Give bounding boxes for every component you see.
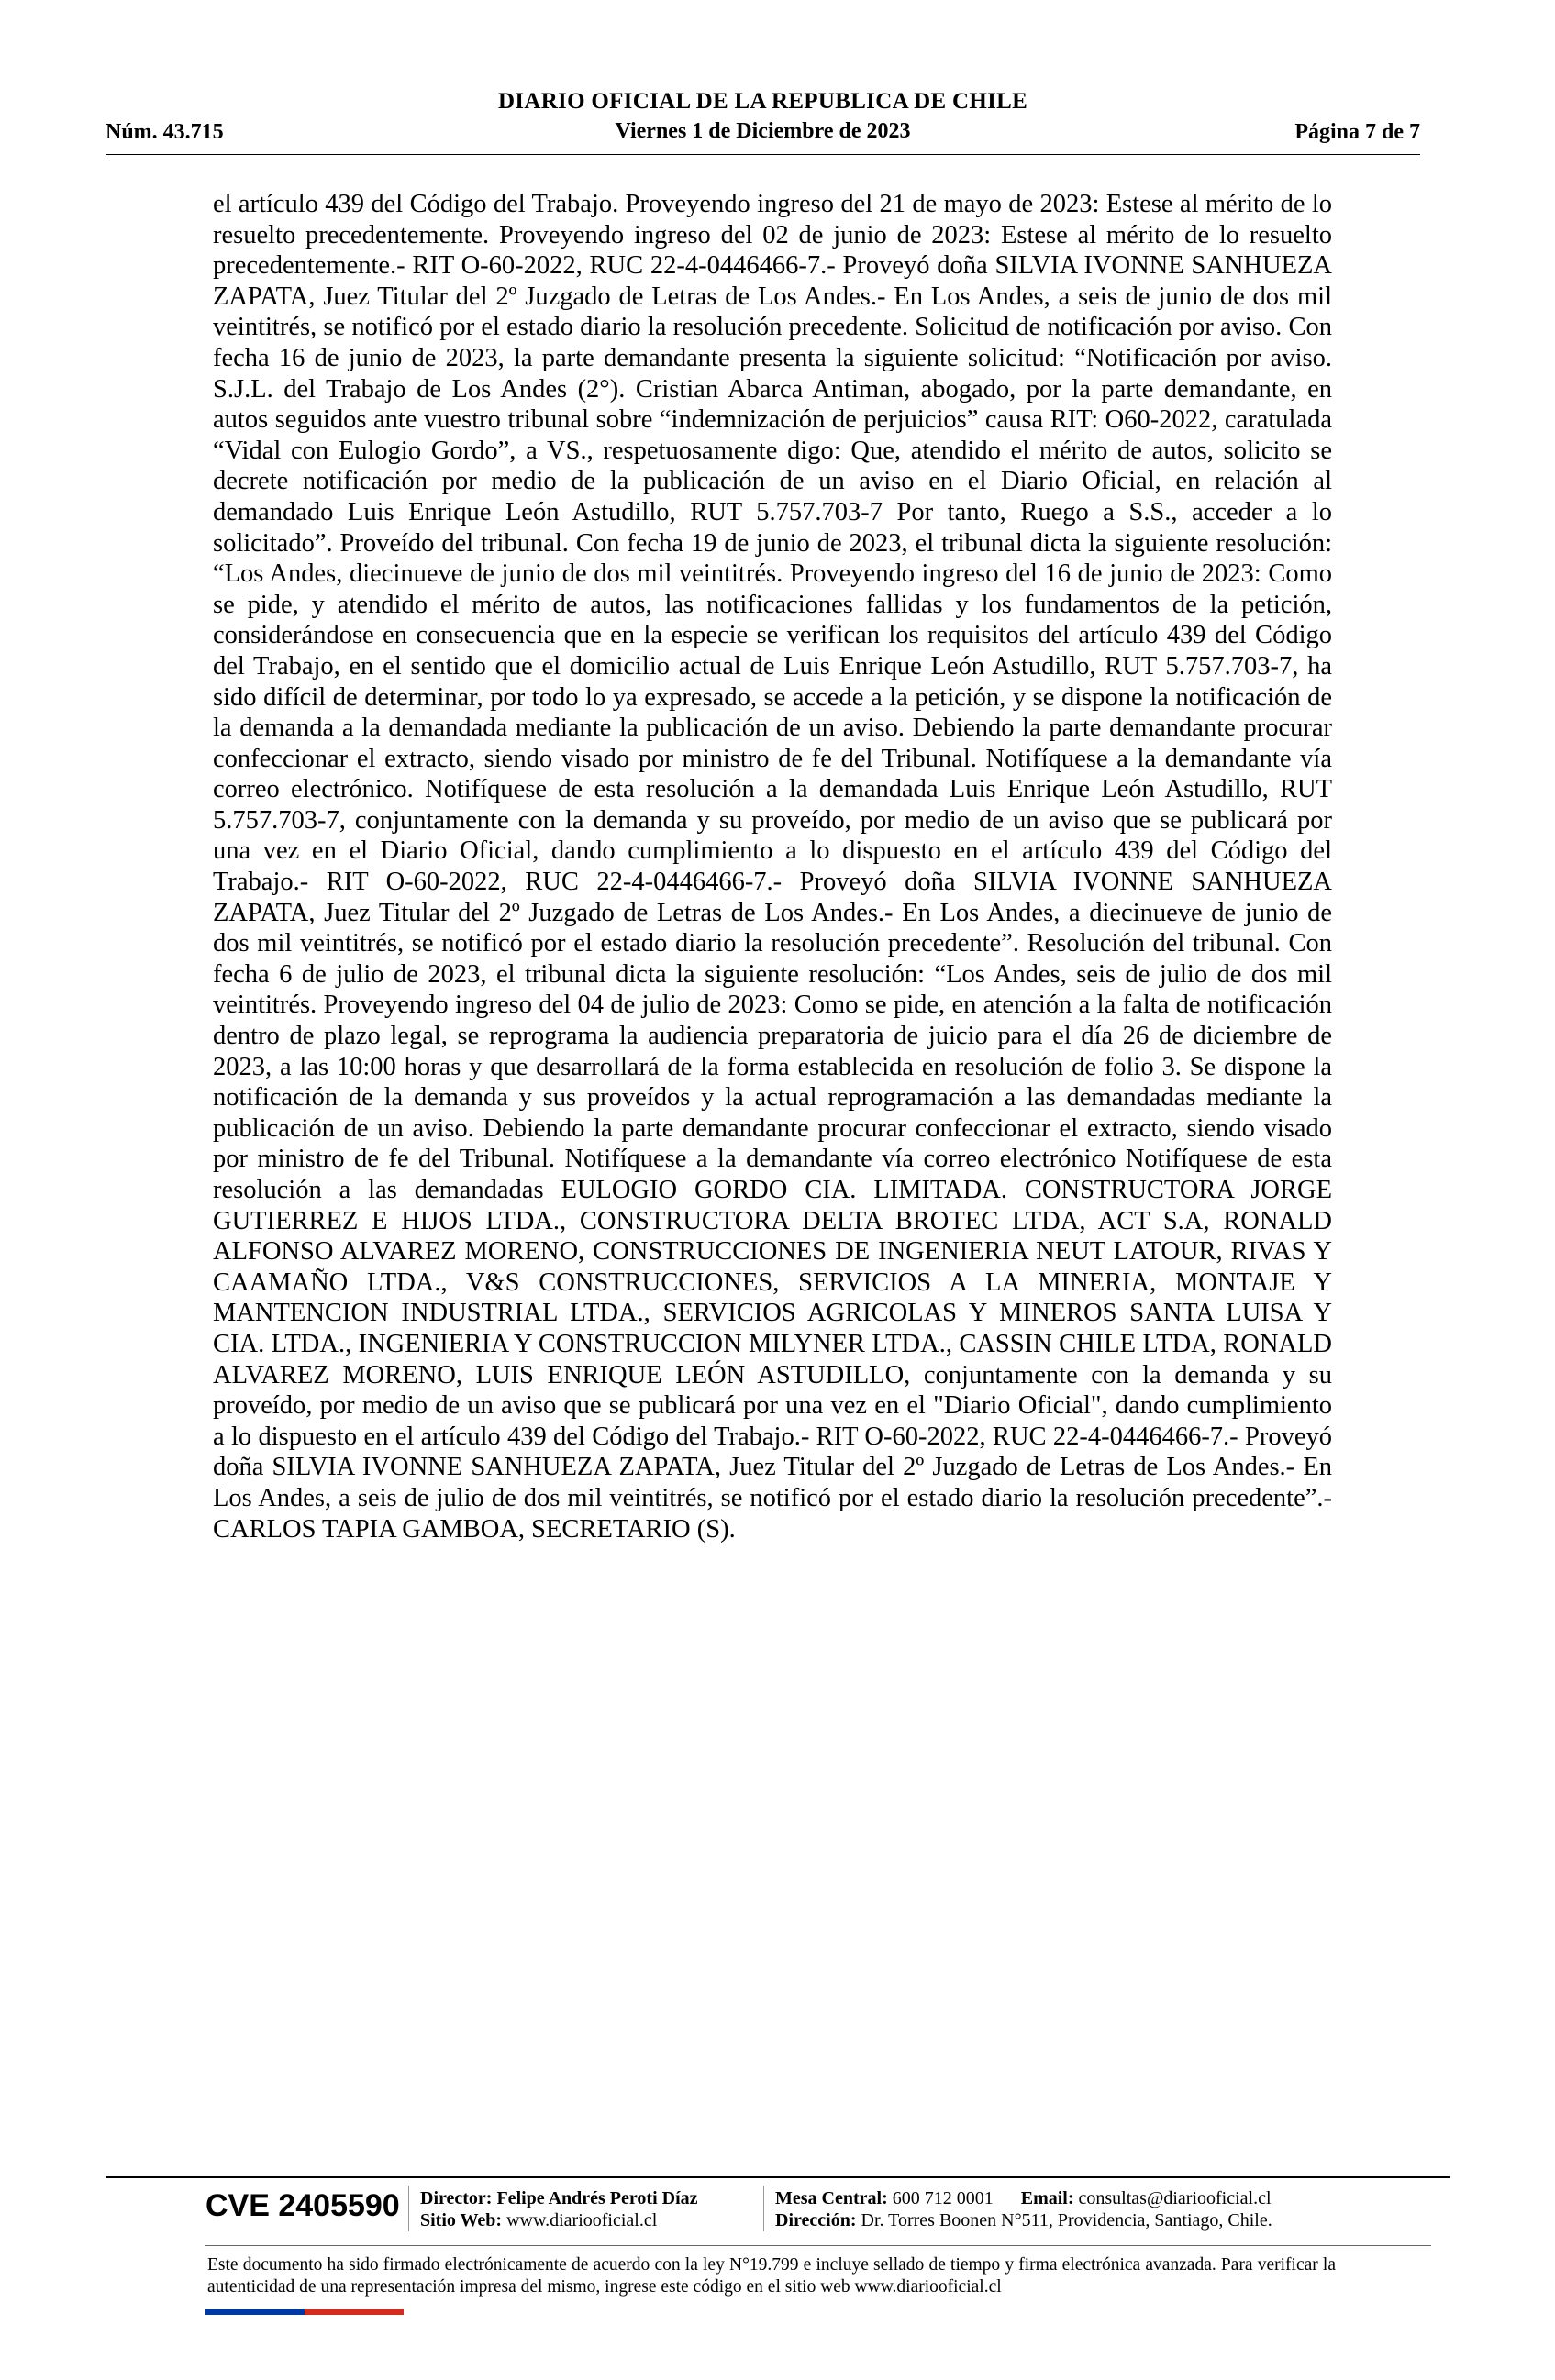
flag-stripe-red — [305, 2309, 404, 2315]
address-label: Dirección: — [775, 2210, 857, 2231]
email-label: Email: — [1020, 2188, 1074, 2208]
flag-stripe-blue — [205, 2309, 305, 2315]
director-label: Director: — [420, 2188, 493, 2208]
page-header — [106, 89, 1420, 153]
body-paragraph: el artículo 439 del Código del Trabajo. Proveyendo ingreso del 21 de mayo de 2023: Estese al mérito de lo resuelto precedentemente. Proveyendo ingreso del 02 de junio de 2023: Estese al mérito de lo resuelto precedentemente.- RIT O-60-2022, RUC 22-4-0446466-7.- Proveyó doña SILVIA IVONNE SANHUEZA ZAPATA, Juez Titular del 2º Juzgado de Letras de Los Andes.- En Los Andes, a seis de junio de dos mil veintitrés, se notificó por el estado diario la resolución precedente. Solicitud de notificación por aviso. Con fecha 16 de junio de 2023, la parte demandante presenta la siguiente solicitud: “Notificación por aviso. S.J.L. del Trabajo de Los Andes (2°). Cristian Abarca Antiman, abogado, por la parte demandante, en autos seguidos ante vuestro tribunal sobre “indemnización de perjuicios” causa RIT: O60-2022, caratulada “Vidal con Eulogio Gordo”, a VS., respetuosamente digo: Que, atendido el mérito de autos, solicito se decrete notificación por medio de la publicación de un aviso en el Diario Oficial, en relación al demandado Luis Enrique León Astudillo, RUT 5.757.703-7 Por tanto, Ruego a S.S., acceder a lo solicitado”. Proveído del tribunal. Con fecha 19 de junio de 2023, el tribunal dicta la siguiente resolución: “Los Andes, diecinueve de junio de dos mil veintitrés. Proveyendo ingreso del 16 de junio de 2023: Como se pide, y atendido el mérito de autos, las notificaciones fallidas y los fundamentos de la petición, considerándose en consecuencia que en la especie se verifican los requisitos del artículo 439 del Código del Trabajo, en el sentido que el domicilio actual de Luis Enrique León Astudillo, RUT 5.757.703-7, ha sido difícil de determinar, por todo lo ya expresado, se accede a la petición, y se dispone la notificación de la demanda a la demandada mediante la publicación de un aviso. Debiendo la parte demandante procurar confeccionar el extracto, siendo visado por ministro de fe del Tribunal. Notifíquese a la demandante vía correo electrónico. Notifíquese de esta resolución a la demandada Luis Enrique León Astudillo, RUT 5.757.703-7, conjuntamente con la demanda y su proveído, por medio de un aviso que se publicará por una vez en el Diario Oficial, dando cumplimiento a lo dispuesto en el artículo 439 del Código del Trabajo.- RIT O-60-2022, RUC 22-4-0446466-7.- Proveyó doña SILVIA IVONNE SANHUEZA ZAPATA, Juez Titular del 2º Juzgado de Letras de Los Andes.- En Los Andes, a diecinueve de junio de dos mil veintitrés, se notificó por el estado diario la resolución precedente”. Resolución del tribunal. Con fecha 6 de julio de 2023, el tribunal dicta la siguiente resolución: “Los Andes, seis de julio de dos mil veintitrés. Proveyendo ingreso del 04 de julio de 2023: Como se pide, en atención a la falta de notificación dentro de plazo legal, se reprograma la audiencia preparatoria de juicio para el día 26 de diciembre de 2023, a las 10:00 horas y que desarrollará de la forma establecida en resolución de folio 3. Se dispone la notificación de la demanda y sus proveídos y la actual reprogramación a las demandadas mediante la publicación de un aviso. Debiendo la parte demandante procurar confeccionar el extracto, siendo visado por ministro de fe del Tribunal. Notifíquese a la demandante vía correo electrónico Notifíquese de esta resolución a las demandadas EULOGIO GORDO CIA. LIMITADA. CONSTRUCTORA JORGE GUTIERREZ E HIJOS LTDA., CONSTRUCTORA DELTA BROTEC LTDA, ACT S.A, RONALD ALFONSO ALVAREZ MORENO, CONSTRUCCIONES DE INGENIERIA NEUT LATOUR, RIVAS Y CAAMAÑO LTDA., V&S CONSTRUCCIONES, SERVICIOS A LA MINERIA, MONTAJE Y MANTENCION INDUSTRIAL LTDA., SERVICIOS AGRICOLAS Y MINEROS SANTA LUISA Y CIA. LTDA., INGENIERIA Y CONSTRUCCION MILYNER LTDA., CASSIN CHILE LTDA, RONALD ALVAREZ MORENO, LUIS ENRIQUE LEÓN ASTUDILLO, conjuntamente con la demanda y su proveído, por medio de un aviso que se publicará por una vez en el "Diario Oficial", dando cumplimiento a lo dispuesto en el artículo 439 del Código del Trabajo.- RIT O-60-2022, RUC 22-4-0446466-7.- Proveyó doña SILVIA IVONNE SANHUEZA ZAPATA, Juez Titular del 2º Juzgado de Letras de Los Andes.- En Los Andes, a seis de julio de dos mil veintitrés, se notificó por el estado diario la resolución precedente”.- CARLOS TAPIA GAMBOA, SECRETARIO (S). — [213, 190, 1332, 1544]
legal-notice: Este documento ha sido firmado electrónicamente de acuerdo con la ley N°19.799 e incluye sellado de tiempo y firma electrónica avanzada. Para verificar la autenticidad de una representación impresa del mismo, ingrese este código en el sitio web www.diariooficial.cl — [207, 2255, 1336, 2297]
header-divider — [106, 154, 1420, 155]
chile-flag-stripe — [205, 2309, 404, 2315]
address-line — [775, 2209, 1272, 2231]
footer-separator — [763, 2186, 764, 2231]
cve-code: CVE 2405590 — [205, 2188, 400, 2223]
mesa-label: Mesa Central: — [775, 2188, 888, 2208]
footer-divider-secondary — [205, 2245, 1431, 2246]
footer-separator — [408, 2186, 409, 2231]
director-line — [420, 2187, 698, 2209]
footer-divider — [106, 2176, 1450, 2178]
website-line — [420, 2209, 657, 2231]
publication-title: DIARIO OFICIAL DE LA REPUBLICA DE CHILE — [497, 89, 1028, 114]
document-body — [213, 189, 1332, 1544]
website-link[interactable]: www.diariooficial.cl — [506, 2210, 658, 2231]
mesa-phone: 600 712 0001 — [892, 2188, 994, 2208]
email-link[interactable]: consultas@diariooficial.cl — [1078, 2188, 1272, 2208]
director-name: Felipe Andrés Peroti Díaz — [496, 2188, 698, 2208]
contact-line — [775, 2187, 1272, 2209]
page-indicator: Página 7 de 7 — [1294, 120, 1420, 144]
address-value: Dr. Torres Boonen N°511, Providencia, Santiago, Chile. — [861, 2210, 1272, 2231]
website-label: Sitio Web: — [420, 2210, 503, 2231]
publication-date: Viernes 1 de Diciembre de 2023 — [615, 119, 911, 143]
issue-number: Núm. 43.715 — [106, 120, 224, 144]
